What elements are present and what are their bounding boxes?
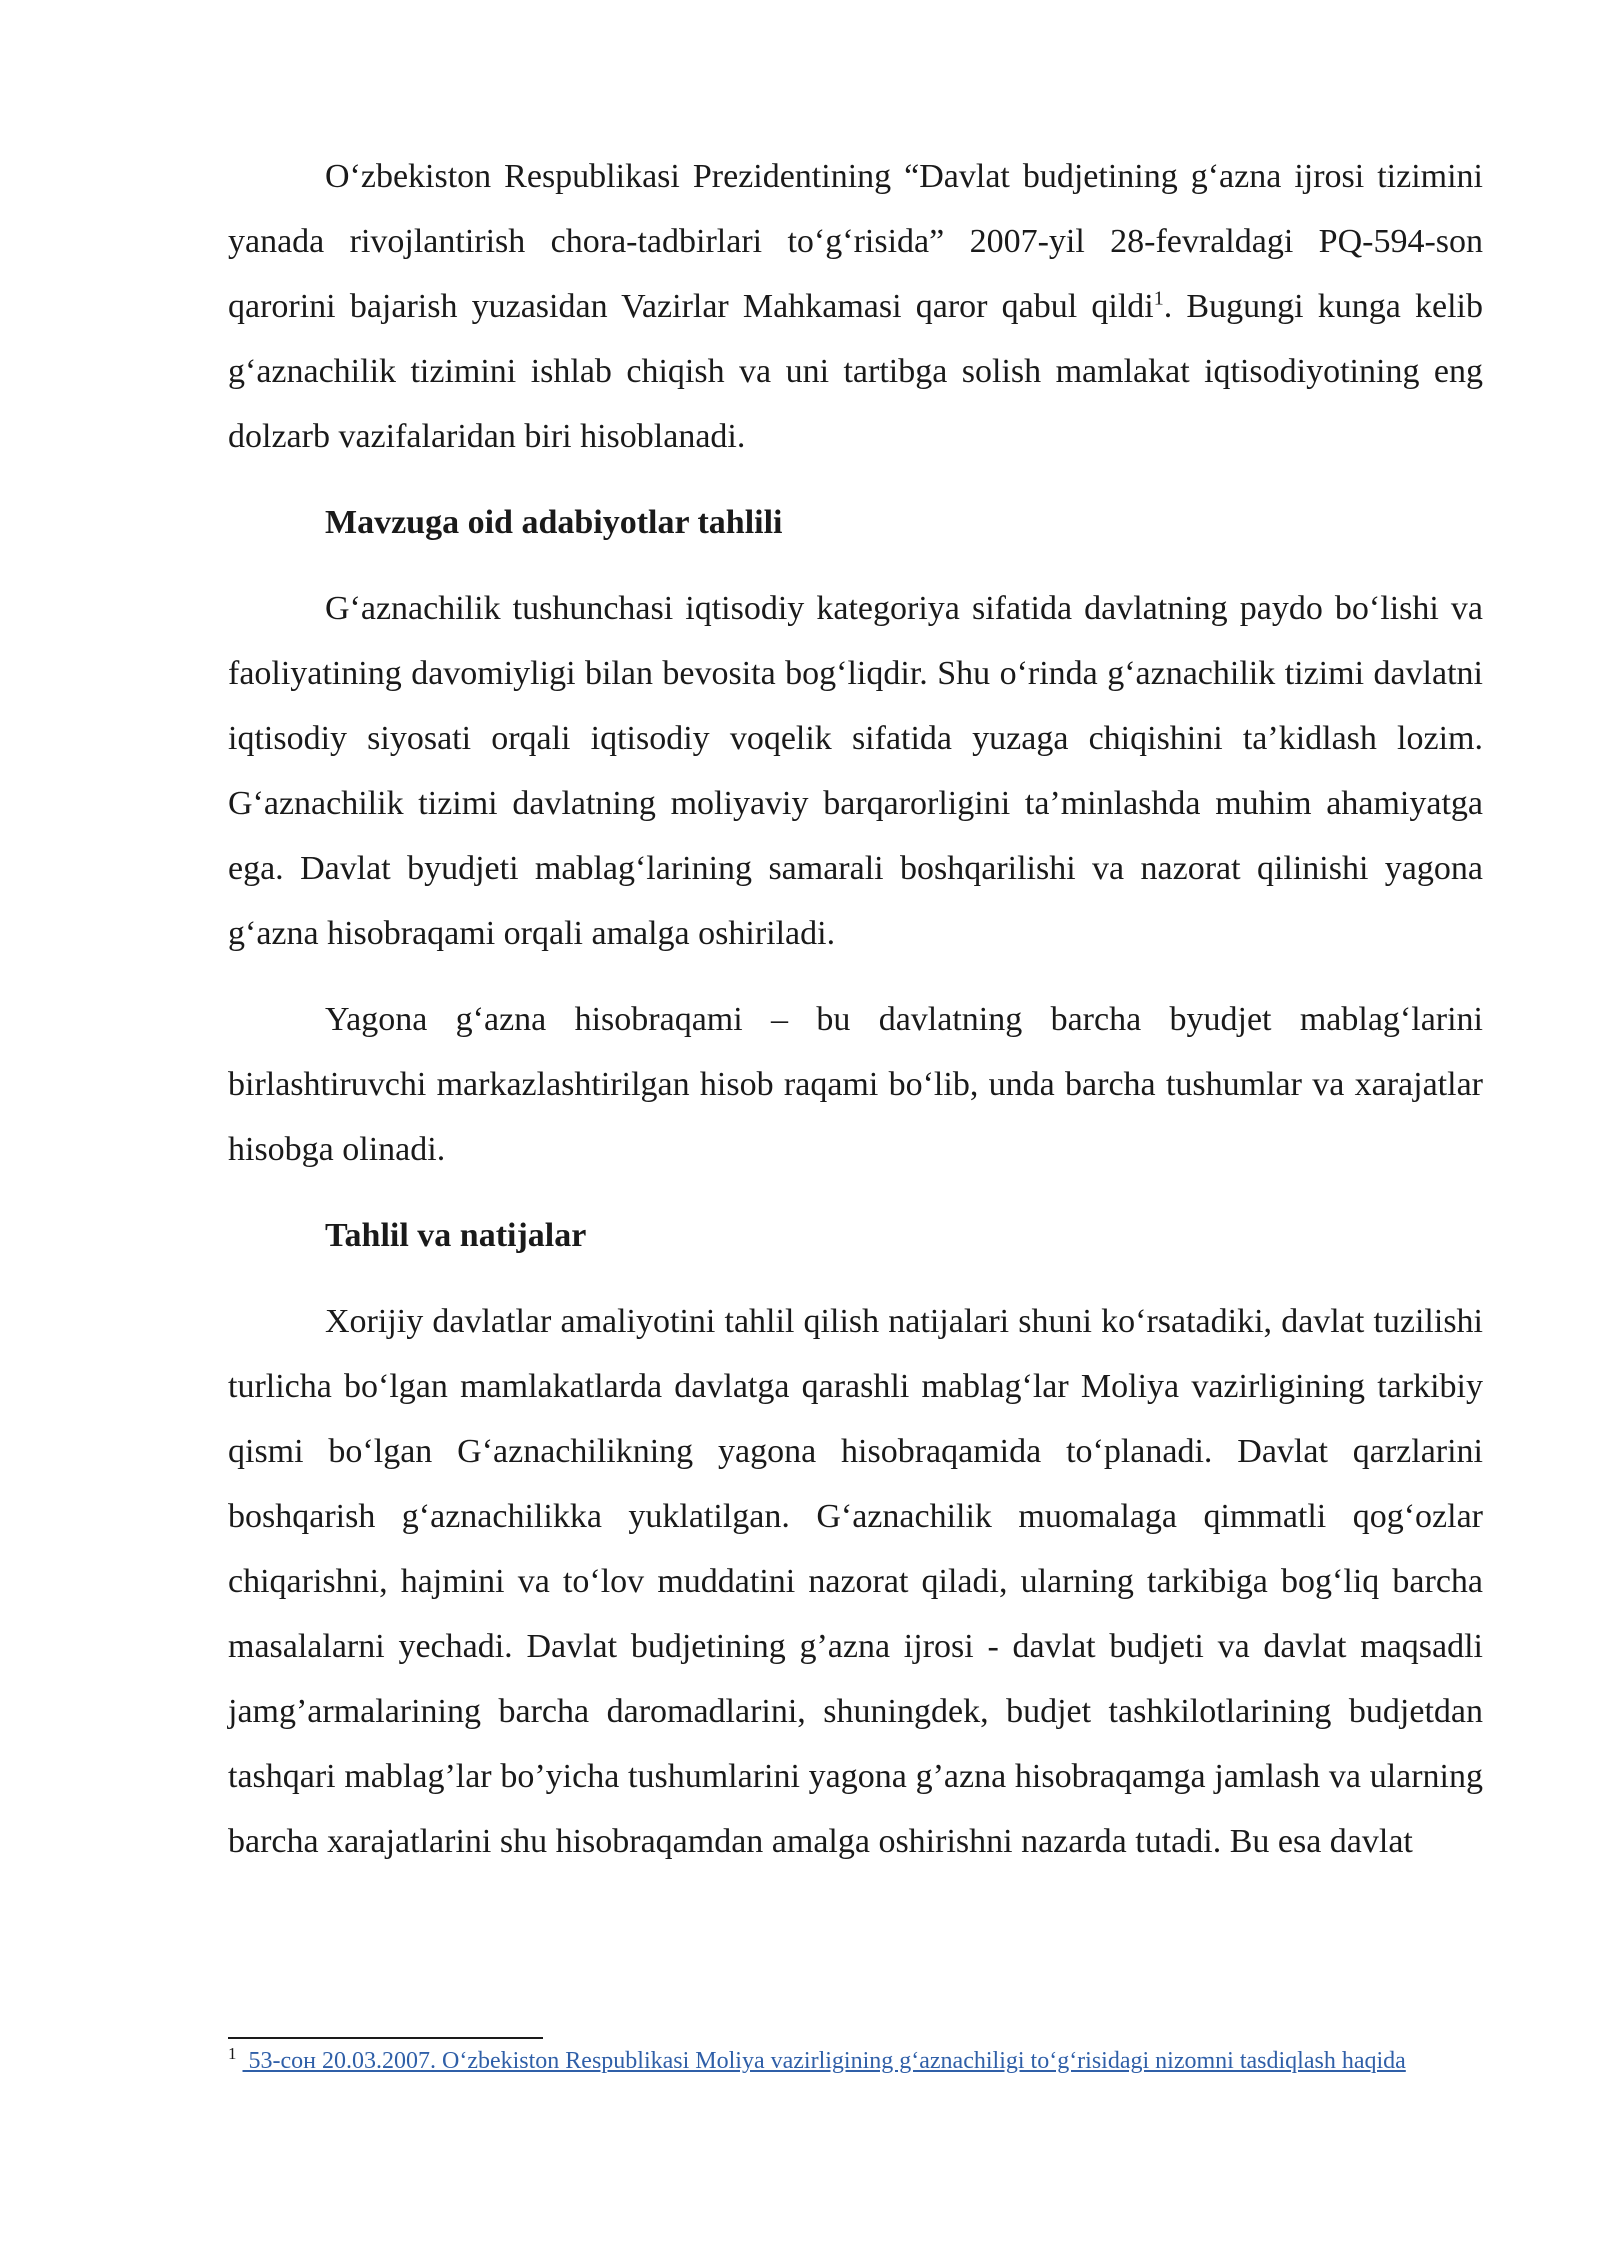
paragraph-intro [228,144,1483,469]
section-heading-analysis-results: Tahlil va natijalar [325,1217,587,1254]
footnote-link[interactable]: 53-сон 20.03.2007. O‘zbekiston Respublikasi Moliya vazirligining g‘aznachiligi to‘g‘risidagi nizomni tasdiqlash haqida [242,2048,1406,2074]
paragraph-single-treasury-account: Yagona g‘azna hisobraqami – bu davlatning barcha byudjet mablag‘larini birlashtiruvchi markazlashtirilgan hisob raqami bo‘lib, unda barcha tushumlar va xarajatlar hisobga olinadi. [228,1001,1483,1168]
footnote-reference[interactable]: 1 [1153,287,1164,310]
footnote-separator [228,2037,543,2039]
footnote-number: 1 [228,2044,237,2063]
footnote [228,2045,1483,2078]
paragraph-intro-tail: . Bugungi kunga kelib g‘aznachilik tizimini ishlab chiqish va uni tartibga solish mamlakat iqtisodiyotining eng dolzarb vazifalaridan biri hisoblanadi. [228,288,1483,455]
document-body [228,144,1483,1874]
paragraph-foreign-practice: Xorijiy davlatlar amaliyotini tahlil qilish natijalari shuni ko‘rsatadiki, davlat tuzilishi turlicha bo‘lgan mamlakatlarda davlatga qarashli mablag‘lar Moliya vazirligining tarkibiy qismi bo‘lgan G‘aznachilikning yagona hisobraqamida to‘planadi. Davlat qarzlarini boshqarish g‘aznachilikka yuklatilgan. G‘aznachilik muomalaga qimmatli qog‘ozlar chiqarishni, hajmini va to‘lov muddatini nazorat qiladi, ularning tarkibiga bog‘liq barcha masalalarni yechadi. Davlat budjetining g’azna ijrosi - davlat budjeti va davlat maqsadli jamg’armalarining barcha daromadlarini, shuningdek, budjet tashkilotlarining budjetdan tashqari mablag’lar bo’yicha tushumlarini yagona g’azna hisobraqamga jamlash va ularning barcha xarajatlarini shu hisobraqamdan amalga oshirishni nazarda tutadi. Bu esa davlat [228,1303,1483,1860]
paragraph-treasury-concept: G‘aznachilik tushunchasi iqtisodiy kategoriya sifatida davlatning paydo bo‘lishi va faoliyatining davomiyligi bilan bevosita bog‘liqdir. Shu o‘rinda g‘aznachilik tizimi davlatni iqtisodiy siyosati orqali iqtisodiy voqelik sifatida yuzaga chiqishini ta’kidlash lozim. G‘aznachilik tizimi davlatning moliyaviy barqarorligini ta’minlashda muhim ahamiyatga ega. Davlat byudjeti mablag‘larining samarali boshqarilishi va nazorat qilinishi yagona g‘azna hisobraqami orqali amalga oshiriladi. [228,590,1483,952]
paragraph-intro-text: O‘zbekiston Respublikasi Prezidentining “Davlat budjetining g‘azna ijrosi tizimini yanada rivojlantirish chora-tadbirlari to‘g‘risida” 2007-yil 28-fevraldagi PQ-594-son qarorini bajarish yuzasidan Vazirlar Mahkamasi qaror qabul qildi [228,158,1483,325]
section-heading-literature-review: Mavzuga oid adabiyotlar tahlili [325,504,783,541]
